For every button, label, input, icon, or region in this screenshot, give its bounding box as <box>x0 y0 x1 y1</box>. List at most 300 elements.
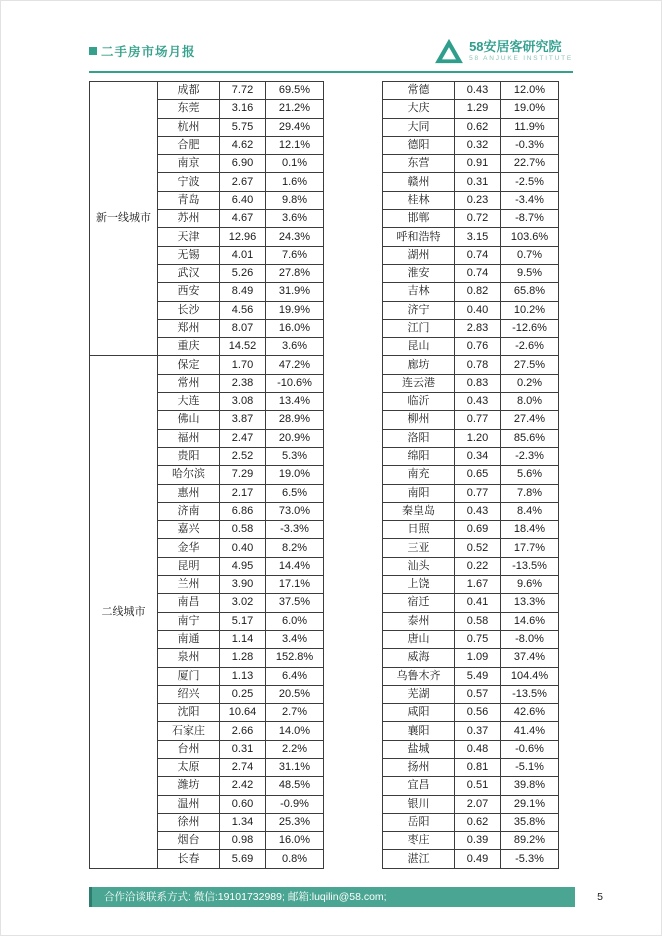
city-value: 0.31 <box>455 173 501 191</box>
table-row <box>383 283 559 301</box>
city-change-pct: 14.0% <box>266 722 324 740</box>
logo-text <box>469 40 573 61</box>
table-row <box>383 722 559 740</box>
city-name: 威海 <box>383 649 455 667</box>
city-change-pct: 12.0% <box>501 82 559 100</box>
city-value: 0.43 <box>455 393 501 411</box>
table-row <box>383 813 559 831</box>
city-change-pct: 16.0% <box>266 319 324 337</box>
city-value: 4.01 <box>220 246 266 264</box>
city-name: 柳州 <box>383 411 455 429</box>
city-name: 东营 <box>383 155 455 173</box>
city-name: 济南 <box>158 502 220 520</box>
page-header <box>89 1 573 67</box>
city-value: 0.62 <box>455 118 501 136</box>
city-change-pct: 41.4% <box>501 722 559 740</box>
table-row <box>383 594 559 612</box>
city-change-pct: 13.4% <box>266 393 324 411</box>
city-name: 济宁 <box>383 301 455 319</box>
city-value: 6.40 <box>220 191 266 209</box>
city-value: 3.16 <box>220 100 266 118</box>
city-name: 嘉兴 <box>158 521 220 539</box>
city-change-pct: 1.6% <box>266 173 324 191</box>
city-change-pct: 27.5% <box>501 356 559 374</box>
city-change-pct: 9.8% <box>266 191 324 209</box>
city-name: 芜湖 <box>383 685 455 703</box>
table-row <box>383 502 559 520</box>
city-name: 日照 <box>383 521 455 539</box>
city-value: 0.58 <box>220 521 266 539</box>
city-value: 0.77 <box>455 484 501 502</box>
city-value: 0.82 <box>455 283 501 301</box>
city-name: 重庆 <box>158 338 220 356</box>
city-value: 1.13 <box>220 667 266 685</box>
city-name: 合肥 <box>158 136 220 154</box>
city-change-pct: 8.4% <box>501 502 559 520</box>
city-name: 湖州 <box>383 246 455 264</box>
city-name: 襄阳 <box>383 722 455 740</box>
city-value: 0.56 <box>455 704 501 722</box>
city-value: 3.08 <box>220 393 266 411</box>
city-name: 厦门 <box>158 667 220 685</box>
city-change-pct: 20.9% <box>266 429 324 447</box>
city-change-pct: 0.1% <box>266 155 324 173</box>
city-change-pct: -13.5% <box>501 685 559 703</box>
city-name: 哈尔滨 <box>158 466 220 484</box>
city-change-pct: 7.8% <box>501 484 559 502</box>
city-change-pct: 2.7% <box>266 704 324 722</box>
city-name: 呼和浩特 <box>383 228 455 246</box>
city-change-pct: 42.6% <box>501 704 559 722</box>
city-value: 0.58 <box>455 612 501 630</box>
city-change-pct: -0.6% <box>501 740 559 758</box>
city-name: 岳阳 <box>383 813 455 831</box>
city-name: 乌鲁木齐 <box>383 667 455 685</box>
city-change-pct: 37.5% <box>266 594 324 612</box>
city-value: 3.90 <box>220 576 266 594</box>
city-value: 8.49 <box>220 283 266 301</box>
city-name: 杭州 <box>158 118 220 136</box>
table-row <box>383 630 559 648</box>
city-name: 常德 <box>383 82 455 100</box>
city-value: 0.69 <box>455 521 501 539</box>
city-name: 南京 <box>158 155 220 173</box>
anjuke-triangle-icon <box>434 38 464 64</box>
table-row <box>383 612 559 630</box>
city-name: 郑州 <box>158 319 220 337</box>
city-name: 上饶 <box>383 576 455 594</box>
city-change-pct: -12.6% <box>501 319 559 337</box>
city-value: 0.22 <box>455 557 501 575</box>
city-name: 昆明 <box>158 557 220 575</box>
city-change-pct: 69.5% <box>266 82 324 100</box>
table-row <box>383 155 559 173</box>
city-value: 14.52 <box>220 338 266 356</box>
city-value: 2.74 <box>220 758 266 776</box>
city-name: 南昌 <box>158 594 220 612</box>
table-row <box>383 356 559 374</box>
city-change-pct: 13.3% <box>501 594 559 612</box>
city-value: 2.66 <box>220 722 266 740</box>
city-value: 0.31 <box>220 740 266 758</box>
city-value: 0.43 <box>455 502 501 520</box>
table-row <box>383 484 559 502</box>
city-change-pct: 31.9% <box>266 283 324 301</box>
city-change-pct: -8.0% <box>501 630 559 648</box>
city-value: 4.62 <box>220 136 266 154</box>
city-value: 4.56 <box>220 301 266 319</box>
city-change-pct: 103.6% <box>501 228 559 246</box>
table-row <box>90 82 324 100</box>
city-value: 0.39 <box>455 832 501 850</box>
tier-label: 二线城市 <box>90 356 158 868</box>
city-name: 江门 <box>383 319 455 337</box>
city-change-pct: -8.7% <box>501 210 559 228</box>
city-name: 临沂 <box>383 393 455 411</box>
city-change-pct: 9.5% <box>501 264 559 282</box>
city-change-pct: 8.2% <box>266 539 324 557</box>
city-name: 湛江 <box>383 850 455 868</box>
city-change-pct: -2.6% <box>501 338 559 356</box>
city-change-pct: 6.5% <box>266 484 324 502</box>
city-change-pct: 19.9% <box>266 301 324 319</box>
city-change-pct: 29.4% <box>266 118 324 136</box>
city-change-pct: 6.0% <box>266 612 324 630</box>
city-name: 廊坊 <box>383 356 455 374</box>
city-name: 徐州 <box>158 813 220 831</box>
city-name: 德阳 <box>383 136 455 154</box>
city-value: 0.43 <box>455 82 501 100</box>
table-row <box>383 393 559 411</box>
table-row <box>383 539 559 557</box>
city-value: 0.34 <box>455 447 501 465</box>
city-name: 绵阳 <box>383 447 455 465</box>
city-value: 1.34 <box>220 813 266 831</box>
city-value: 0.98 <box>220 832 266 850</box>
city-name: 西安 <box>158 283 220 301</box>
title-square-icon <box>89 47 97 55</box>
city-change-pct: 47.2% <box>266 356 324 374</box>
city-change-pct: 65.8% <box>501 283 559 301</box>
table-row <box>383 210 559 228</box>
city-value: 1.67 <box>455 576 501 594</box>
city-name: 长沙 <box>158 301 220 319</box>
city-value: 7.29 <box>220 466 266 484</box>
table-row <box>383 832 559 850</box>
city-change-pct: 2.2% <box>266 740 324 758</box>
table-row <box>90 356 324 374</box>
city-name: 桂林 <box>383 191 455 209</box>
city-value: 2.07 <box>455 795 501 813</box>
city-value: 0.75 <box>455 630 501 648</box>
tier-label: 新一线城市 <box>90 82 158 356</box>
city-name: 银川 <box>383 795 455 813</box>
city-name: 金华 <box>158 539 220 557</box>
city-name: 昆山 <box>383 338 455 356</box>
city-value: 2.38 <box>220 374 266 392</box>
city-change-pct: -0.3% <box>501 136 559 154</box>
city-value: 6.86 <box>220 502 266 520</box>
footer-contact-bar <box>89 887 575 907</box>
city-name: 咸阳 <box>383 704 455 722</box>
city-value: 0.40 <box>220 539 266 557</box>
city-name: 三亚 <box>383 539 455 557</box>
city-value: 0.23 <box>455 191 501 209</box>
city-change-pct: 39.8% <box>501 777 559 795</box>
city-value: 0.52 <box>455 539 501 557</box>
city-name: 台州 <box>158 740 220 758</box>
city-change-pct: 19.0% <box>501 100 559 118</box>
city-change-pct: -0.9% <box>266 795 324 813</box>
table-row <box>383 338 559 356</box>
city-name: 盐城 <box>383 740 455 758</box>
city-name: 温州 <box>158 795 220 813</box>
city-value: 4.95 <box>220 557 266 575</box>
city-name: 大同 <box>383 118 455 136</box>
city-change-pct: 11.9% <box>501 118 559 136</box>
right-city-table <box>382 81 559 869</box>
city-name: 南阳 <box>383 484 455 502</box>
city-name: 佛山 <box>158 411 220 429</box>
city-value: 3.87 <box>220 411 266 429</box>
city-name: 淮安 <box>383 264 455 282</box>
city-change-pct: 9.6% <box>501 576 559 594</box>
city-change-pct: 8.0% <box>501 393 559 411</box>
page-number: 5 <box>597 891 603 903</box>
table-row <box>383 374 559 392</box>
city-name: 太原 <box>158 758 220 776</box>
city-change-pct: 0.7% <box>501 246 559 264</box>
city-change-pct: 152.8% <box>266 649 324 667</box>
city-value: 5.17 <box>220 612 266 630</box>
city-value: 5.49 <box>455 667 501 685</box>
city-name: 兰州 <box>158 576 220 594</box>
table-row <box>383 264 559 282</box>
city-value: 2.47 <box>220 429 266 447</box>
city-value: 3.02 <box>220 594 266 612</box>
city-value: 5.26 <box>220 264 266 282</box>
city-name: 东莞 <box>158 100 220 118</box>
city-value: 0.37 <box>455 722 501 740</box>
city-value: 3.15 <box>455 228 501 246</box>
city-change-pct: -5.3% <box>501 850 559 868</box>
city-change-pct: 85.6% <box>501 429 559 447</box>
city-value: 0.48 <box>455 740 501 758</box>
city-change-pct: 17.7% <box>501 539 559 557</box>
city-value: 5.69 <box>220 850 266 868</box>
table-row <box>383 100 559 118</box>
city-name: 武汉 <box>158 264 220 282</box>
city-value: 2.83 <box>455 319 501 337</box>
city-name: 扬州 <box>383 758 455 776</box>
table-row <box>383 557 559 575</box>
table-row <box>383 576 559 594</box>
city-name: 洛阳 <box>383 429 455 447</box>
city-change-pct: 3.6% <box>266 210 324 228</box>
left-city-table <box>89 81 324 869</box>
city-name: 成都 <box>158 82 220 100</box>
city-change-pct: 12.1% <box>266 136 324 154</box>
city-name: 无锡 <box>158 246 220 264</box>
city-change-pct: 28.9% <box>266 411 324 429</box>
table-row <box>383 301 559 319</box>
city-change-pct: 5.3% <box>266 447 324 465</box>
table-row <box>383 740 559 758</box>
city-change-pct: -5.1% <box>501 758 559 776</box>
city-change-pct: 10.2% <box>501 301 559 319</box>
city-value: 1.14 <box>220 630 266 648</box>
city-value: 0.51 <box>455 777 501 795</box>
city-name: 潍坊 <box>158 777 220 795</box>
city-value: 1.28 <box>220 649 266 667</box>
city-name: 宁波 <box>158 173 220 191</box>
city-tables <box>89 81 573 869</box>
city-name: 大庆 <box>383 100 455 118</box>
city-name: 泉州 <box>158 649 220 667</box>
city-name: 天津 <box>158 228 220 246</box>
city-name: 绍兴 <box>158 685 220 703</box>
logo-subtitle: 58 ANJUKE INSTITUTE <box>469 54 573 62</box>
city-change-pct: 25.3% <box>266 813 324 831</box>
table-row <box>383 850 559 868</box>
city-name: 南宁 <box>158 612 220 630</box>
city-name: 苏州 <box>158 210 220 228</box>
table-row <box>383 319 559 337</box>
city-value: 0.62 <box>455 813 501 831</box>
city-value: 0.78 <box>455 356 501 374</box>
city-name: 石家庄 <box>158 722 220 740</box>
table-row <box>383 447 559 465</box>
city-value: 0.32 <box>455 136 501 154</box>
table-row <box>383 758 559 776</box>
city-change-pct: 24.3% <box>266 228 324 246</box>
city-change-pct: 73.0% <box>266 502 324 520</box>
city-value: 1.29 <box>455 100 501 118</box>
city-change-pct: 7.6% <box>266 246 324 264</box>
city-value: 10.64 <box>220 704 266 722</box>
city-value: 0.60 <box>220 795 266 813</box>
city-change-pct: 0.8% <box>266 850 324 868</box>
city-change-pct: 27.8% <box>266 264 324 282</box>
city-change-pct: 29.1% <box>501 795 559 813</box>
city-value: 2.67 <box>220 173 266 191</box>
city-change-pct: -2.5% <box>501 173 559 191</box>
city-value: 0.91 <box>455 155 501 173</box>
city-value: 0.81 <box>455 758 501 776</box>
table-row <box>383 191 559 209</box>
table-row <box>383 246 559 264</box>
city-change-pct: 19.0% <box>266 466 324 484</box>
city-change-pct: 89.2% <box>501 832 559 850</box>
table-row <box>383 466 559 484</box>
city-value: 0.57 <box>455 685 501 703</box>
city-name: 南通 <box>158 630 220 648</box>
city-value: 2.52 <box>220 447 266 465</box>
city-name: 宜昌 <box>383 777 455 795</box>
table-row <box>383 82 559 100</box>
city-name: 吉林 <box>383 283 455 301</box>
table-row <box>383 411 559 429</box>
city-change-pct: -10.6% <box>266 374 324 392</box>
city-value: 0.49 <box>455 850 501 868</box>
city-change-pct: 31.1% <box>266 758 324 776</box>
table-gap <box>324 81 382 869</box>
city-change-pct: 27.4% <box>501 411 559 429</box>
city-change-pct: -2.3% <box>501 447 559 465</box>
city-value: 0.83 <box>455 374 501 392</box>
table-row <box>383 685 559 703</box>
city-value: 0.74 <box>455 246 501 264</box>
city-change-pct: 17.1% <box>266 576 324 594</box>
city-name: 贵阳 <box>158 447 220 465</box>
city-change-pct: 14.4% <box>266 557 324 575</box>
city-value: 0.25 <box>220 685 266 703</box>
city-change-pct: 18.4% <box>501 521 559 539</box>
city-name: 宿迁 <box>383 594 455 612</box>
city-change-pct: -3.3% <box>266 521 324 539</box>
city-name: 大连 <box>158 393 220 411</box>
city-change-pct: 3.6% <box>266 338 324 356</box>
city-value: 1.20 <box>455 429 501 447</box>
city-change-pct: 22.7% <box>501 155 559 173</box>
city-name: 惠州 <box>158 484 220 502</box>
city-change-pct: 6.4% <box>266 667 324 685</box>
city-value: 0.40 <box>455 301 501 319</box>
city-change-pct: 0.2% <box>501 374 559 392</box>
city-change-pct: 37.4% <box>501 649 559 667</box>
city-name: 枣庄 <box>383 832 455 850</box>
city-change-pct: -3.4% <box>501 191 559 209</box>
city-name: 连云港 <box>383 374 455 392</box>
city-name: 赣州 <box>383 173 455 191</box>
city-name: 邯郸 <box>383 210 455 228</box>
city-value: 5.75 <box>220 118 266 136</box>
table-row <box>383 173 559 191</box>
page-footer <box>89 887 603 907</box>
report-title-text: 二手房市场月报 <box>101 45 196 59</box>
city-change-pct: -13.5% <box>501 557 559 575</box>
table-row <box>383 118 559 136</box>
city-name: 泰州 <box>383 612 455 630</box>
city-value: 0.76 <box>455 338 501 356</box>
city-value: 0.41 <box>455 594 501 612</box>
city-value: 4.67 <box>220 210 266 228</box>
city-value: 0.72 <box>455 210 501 228</box>
table-row <box>383 704 559 722</box>
table-row <box>383 795 559 813</box>
city-change-pct: 35.8% <box>501 813 559 831</box>
city-name: 汕头 <box>383 557 455 575</box>
city-name: 南充 <box>383 466 455 484</box>
city-value: 1.09 <box>455 649 501 667</box>
footer-contact-text: 合作洽谈联系方式: 微信:19101732989; 邮箱:luqilin@58.com; <box>104 891 387 903</box>
table-row <box>383 136 559 154</box>
city-change-pct: 3.4% <box>266 630 324 648</box>
logo-name: 58安居客研究院 <box>469 39 562 55</box>
city-change-pct: 104.4% <box>501 667 559 685</box>
city-value: 0.65 <box>455 466 501 484</box>
city-name: 烟台 <box>158 832 220 850</box>
city-change-pct: 48.5% <box>266 777 324 795</box>
city-name: 常州 <box>158 374 220 392</box>
city-change-pct: 5.6% <box>501 466 559 484</box>
city-change-pct: 21.2% <box>266 100 324 118</box>
city-value: 0.77 <box>455 411 501 429</box>
city-value: 7.72 <box>220 82 266 100</box>
city-value: 6.90 <box>220 155 266 173</box>
table-row <box>383 521 559 539</box>
header-divider <box>89 71 573 73</box>
